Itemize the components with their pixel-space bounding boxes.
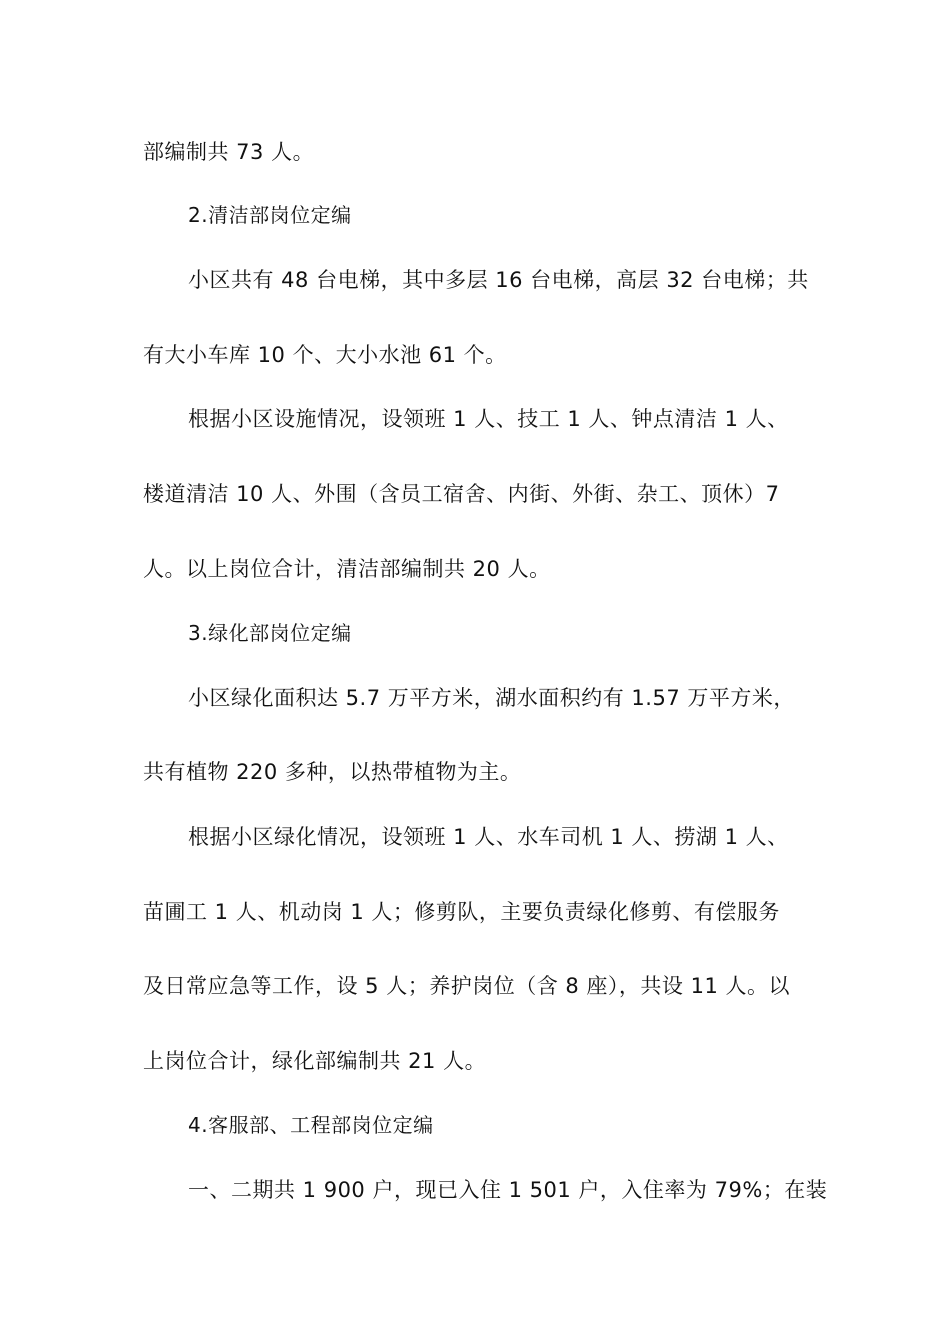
- section-heading: 3.绿化部岗位定编: [188, 621, 352, 645]
- paragraph-line: 苗圃工 1 人、机动岗 1 人；修剪队，主要负责绿化修剪、有偿服务: [143, 900, 780, 924]
- paragraph-line: 上岗位合计，绿化部编制共 21 人。: [143, 1049, 487, 1073]
- paragraph-line: 楼道清洁 10 人、外围（含员工宿舍、内街、外街、杂工、顶休）7: [143, 482, 780, 506]
- paragraph-line: 根据小区设施情况，设领班 1 人、技工 1 人、钟点清洁 1 人、: [188, 407, 789, 431]
- paragraph-line: 根据小区绿化情况，设领班 1 人、水车司机 1 人、捞湖 1 人、: [188, 825, 789, 849]
- paragraph-line: 共有植物 220 多种，以热带植物为主。: [143, 760, 522, 784]
- paragraph-line: 部编制共 73 人。: [143, 140, 315, 164]
- paragraph-line: 一、二期共 1 900 户，现已入住 1 501 户，入住率为 79%；在装: [188, 1178, 828, 1202]
- section-heading: 4.客服部、工程部岗位定编: [188, 1113, 434, 1137]
- paragraph-line: 及日常应急等工作，设 5 人；养护岗位（含 8 座），共设 11 人。以: [143, 974, 790, 998]
- paragraph-line: 小区绿化面积达 5.7 万平方米，湖水面积约有 1.57 万平方米，: [188, 686, 795, 710]
- section-heading: 2.清洁部岗位定编: [188, 203, 352, 227]
- paragraph-line: 人。以上岗位合计，清洁部编制共 20 人。: [143, 557, 551, 581]
- paragraph-line: 小区共有 48 台电梯，其中多层 16 台电梯，高层 32 台电梯；共: [188, 268, 809, 292]
- paragraph-line: 有大小车库 10 个、大小水池 61 个。: [143, 343, 507, 367]
